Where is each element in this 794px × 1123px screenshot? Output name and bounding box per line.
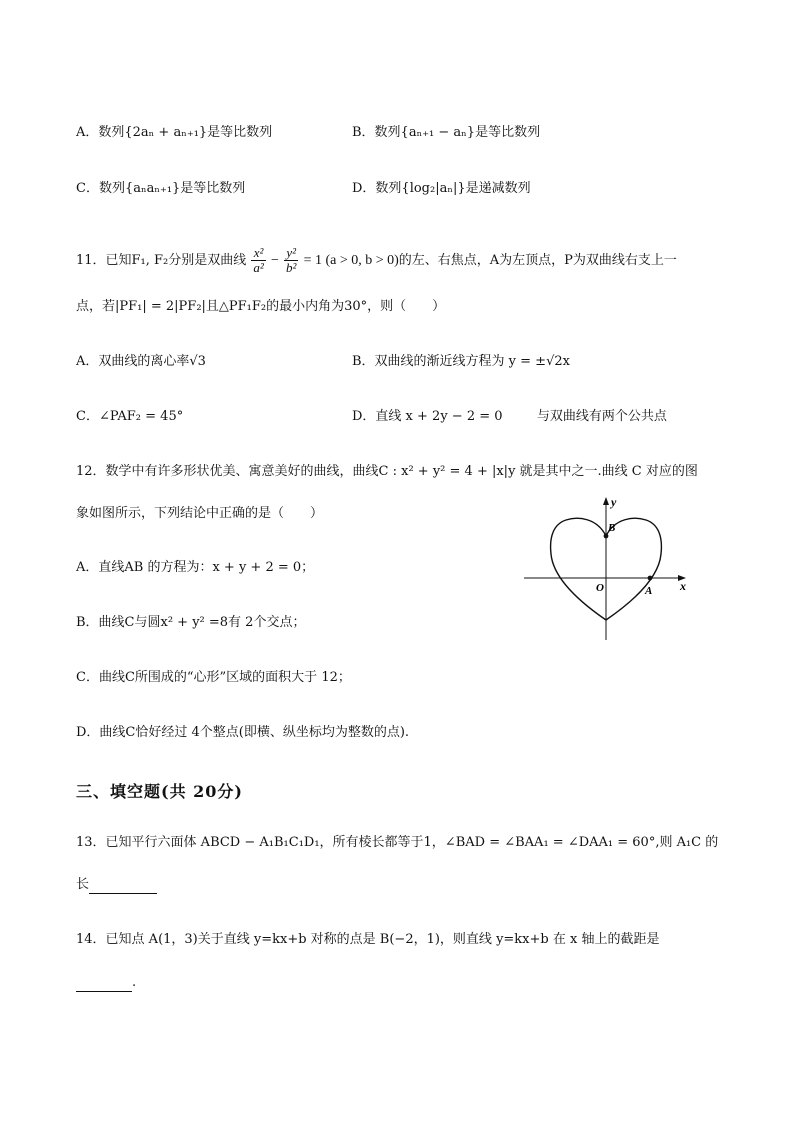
q14-stem-line2 <box>76 974 136 992</box>
q13-answer-blank <box>89 879 157 894</box>
q14-stem-line1: 14．已知点 A(1，3)关于直线 y=kx+b 对称的点是 B(−2，1)，则直线 y=kx+b 在 x 轴上的截距是 <box>76 932 660 947</box>
q12-option-c: C．曲线C所围成的“心形”区域的面积大于 12； <box>76 670 351 685</box>
label-point-a: A <box>645 585 653 597</box>
q11-minus: − <box>270 253 279 268</box>
label-point-b: B <box>608 522 616 534</box>
q11-option-d-line: D．直线 x + 2y − 2 = 0 <box>352 409 503 424</box>
q10-option-a: A．数列{2aₙ + aₙ₊₁}是等比数列 <box>76 125 273 140</box>
q14-period: . <box>132 975 137 990</box>
q12-option-d: D．曲线C恰好经过 4个整点(即横、纵坐标均为整数的点). <box>76 725 410 740</box>
q12-stem-line1: 12．数学中有许多形状优美、寓意美好的曲线，曲线C : x² + y² = 4 + |x|y 就是其中之一.曲线 C 对应的图 <box>76 464 698 479</box>
q11-equation-condition: = 1 (a > 0, b > 0) <box>303 253 399 268</box>
q11-option-c: C．∠PAF₂ = 45° <box>76 409 184 424</box>
q11-option-b: B．双曲线的渐近线方程为 y = ±√2x <box>352 354 570 369</box>
q11-frac2-numerator: y² <box>284 246 298 261</box>
section-heading: 三、填空题(共 20分) <box>76 782 243 801</box>
q10-option-b: B．数列{aₙ₊₁ − aₙ}是等比数列 <box>352 125 541 140</box>
q11-fraction-y <box>284 246 298 275</box>
q14-answer-blank <box>76 977 132 992</box>
q11-frac1-numerator: x² <box>251 246 265 261</box>
q11-option-d <box>352 408 667 426</box>
q11-option-d-tail: 与双曲线有两个公共点 <box>536 409 667 424</box>
q12-stem-line2: 象如图所示，下列结论中正确的是（ ） <box>76 506 324 521</box>
q10-option-d: D．数列{log₂|aₙ|}是递减数列 <box>352 181 531 196</box>
q13-stem-line1: 13．已知平行六面体 ABCD − A₁B₁C₁D₁，所有棱长都等于1，∠BAD = ∠BAA₁ = ∠DAA₁ = 60°,则 A₁C 的 <box>76 835 719 850</box>
q10-option-c: C．数列{aₙaₙ₊₁}是等比数列 <box>76 181 246 196</box>
q11-fraction-x <box>251 246 265 275</box>
label-x: x <box>680 579 686 593</box>
q11-stem-suffix: 的左、右焦点，A为左顶点，P为双曲线右支上一 <box>398 253 677 268</box>
point-b <box>604 534 609 539</box>
q11-stem-line1 <box>76 246 677 276</box>
q12-option-b: B．曲线C与圆x² + y² =8有 2个交点； <box>76 615 306 630</box>
label-y: y <box>611 495 617 509</box>
q12-option-a: A．直线AB 的方程为：x + y + 2 = 0； <box>76 560 315 575</box>
point-a <box>648 576 653 581</box>
q11-stem-prefix: 11．已知F₁, F₂分别是双曲线 <box>76 253 247 268</box>
y-axis-arrow <box>603 497 609 505</box>
q13-stem-line2 <box>76 876 157 894</box>
q11-option-a: A．双曲线的离心率√3 <box>76 354 206 369</box>
q13-length-label: 长 <box>76 877 90 892</box>
q11-frac1-denominator: a² <box>253 260 264 275</box>
label-origin: O <box>596 582 604 594</box>
heart-curve-figure <box>520 492 700 646</box>
q11-frac2-denominator: b² <box>286 260 297 275</box>
q11-stem-line2: 点，若|PF₁| = 2|PF₂|且△PF₁F₂的最小内角为30°，则（ ） <box>76 299 446 314</box>
